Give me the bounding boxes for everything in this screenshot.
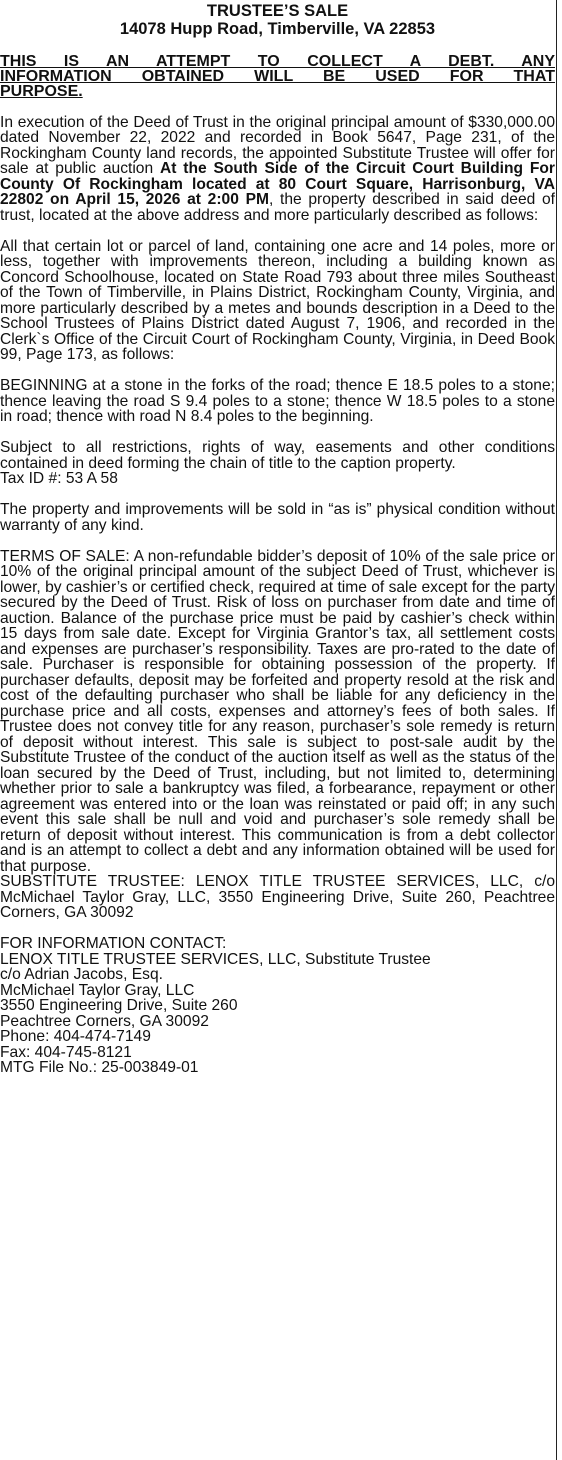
terms-of-sale-paragraph: TERMS OF SALE: A non-refundable bidder’s deposit of 10% of the sale price or 10% of the original principal amount of the subject Deed of Trust, whichever is lower, by cashier’s or certified check, required at time of sale except for the party secured by the Deed of Trust. Risk of loss on purchaser from date and time of auction. Balance of the purchase price must be paid by cashier’s check within 15 days from sale date. Except for Virginia Grantor’s tax, all settlement costs and expenses are purchaser’s responsibility. Taxes are pro-rated to the date of sale. Purchaser is responsible for obtaining possession of the property. If purchaser defaults, deposit may be forfeited and property resold at the risk and cost of the defaulting purchaser who shall be liable for any deficiency in the purchase price and all costs, expenses and attorney’s fees of both sales. If Trustee does not convey title for any reason, purchaser’s sole remedy is return of deposit without interest. This sale is subject to post-sale audit by the Substitute Trustee of the conduct of the auction itself as well as the status of the loan secured by the Deed of Trust, including, but not limited to, determining whether prior to sale a bankruptcy was filed, a forbearance, repayment or other agreement was entered into or the loan was reinstated or paid off; in any such event this sale shall be null and void and purchaser’s sole remedy shall be return of deposit without interest. This communication is from a debt collector and is an attempt to collect a debt and any information obtained will be used for that purpose. <box>0 547 555 875</box>
contact-phone: Phone: 404-474-7149 <box>0 1028 151 1045</box>
spacer <box>0 533 555 549</box>
metes-bounds-paragraph: BEGINNING at a stone in the forks of the road; thence E 18.5 poles to a stone; thence leaving the road S 9.4 poles to a stone; thence W 18.5 poles to a stone in road; thence with road N 8.4 poles to the beginning. <box>0 377 555 425</box>
spacer <box>0 99 555 115</box>
execution-paragraph <box>0 115 555 224</box>
contact-fax: Fax: 404-745-8121 <box>0 1043 132 1061</box>
as-is-paragraph: The property and improvements will be sold in “as is” physical condition without warranty of any kind. <box>0 501 555 534</box>
debt-collection-warning-line-1: THIS IS AN ATTEMPT TO COLLECT A DEBT. ANY <box>0 53 555 70</box>
land-description-paragraph: All that certain lot or parcel of land, containing one acre and 14 poles, more or less, together with improvements thereon, including a building known as Concord Schoolhouse, located on State Road 793 about three miles Southeast of the Town of Timberville, in Plains District, Rockingham County, Virginia, and more particularly described by a metes and bounds description in a Deed to the School Trustees of Plains District dated August 7, 1906, and recorded in the Clerk`s Office of the Circuit Court of Rockingham County, Virginia, in Deed Book 99, Page 173, as follows: <box>0 237 555 363</box>
debt-collection-warning-line-3: PURPOSE. <box>0 83 83 100</box>
spacer <box>0 223 555 239</box>
spacer <box>0 363 555 379</box>
contact-company: McMichael Taylor Gray, LLC <box>0 981 195 999</box>
contact-city: Peachtree Corners, GA 30092 <box>0 1012 209 1030</box>
tax-id: Tax ID #: 53 A 58 <box>0 470 118 487</box>
spacer <box>0 921 555 937</box>
execution-lead: In execution of the Deed of Trust in the original principal amount of $330,000.00 dated November 22, 2022 and recorded in Book 5647, Page 231, of the Rockingham County land records, the appointed Substitute Trustee will offer for sale at public auction <box>0 113 555 177</box>
contact-street: 3550 Engineering Drive, Suite 260 <box>0 997 238 1014</box>
contact-heading: FOR INFORMATION CONTACT: <box>0 935 227 952</box>
sale-location-date: At the South Side of the Circuit Court Building For County Of Rockingham located at 80 Court Square, Harrisonburg, VA 22802 on April 15, 2026 at 2:00 PM <box>0 160 556 208</box>
property-address: 14078 Hupp Road, Timberville, VA 22853 <box>119 20 436 38</box>
contact-firm: LENOX TITLE TRUSTEE SERVICES, LLC, Substitute Trustee <box>0 950 431 968</box>
contact-file-number: MTG File No.: 25-003849-01 <box>0 1059 199 1076</box>
execution-tail: , the property described in said deed of trust, located at the above address and more particularly described as follows: <box>0 191 556 224</box>
spacer <box>0 487 555 503</box>
contact-attention: c/o Adrian Jacobs, Esq. <box>0 966 163 983</box>
substitute-trustee-paragraph: SUBSTITUTE TRUSTEE: LENOX TITLE TRUSTEE SERVICES, LLC, c/o McMichael Taylor Gray, LLC, 3550 Engineering Drive, Suite 260, Peachtree Corners, GA 30092 <box>0 873 555 921</box>
debt-collection-warning-line-2: INFORMATION OBTAINED WILL BE USED FOR THAT <box>0 68 555 85</box>
notice-title: TRUSTEE’S SALE <box>206 2 349 20</box>
subject-to-paragraph: Subject to all restrictions, rights of way, easements and other conditions contained in deed forming the chain of title to the caption property. <box>0 439 555 472</box>
spacer <box>0 425 555 441</box>
